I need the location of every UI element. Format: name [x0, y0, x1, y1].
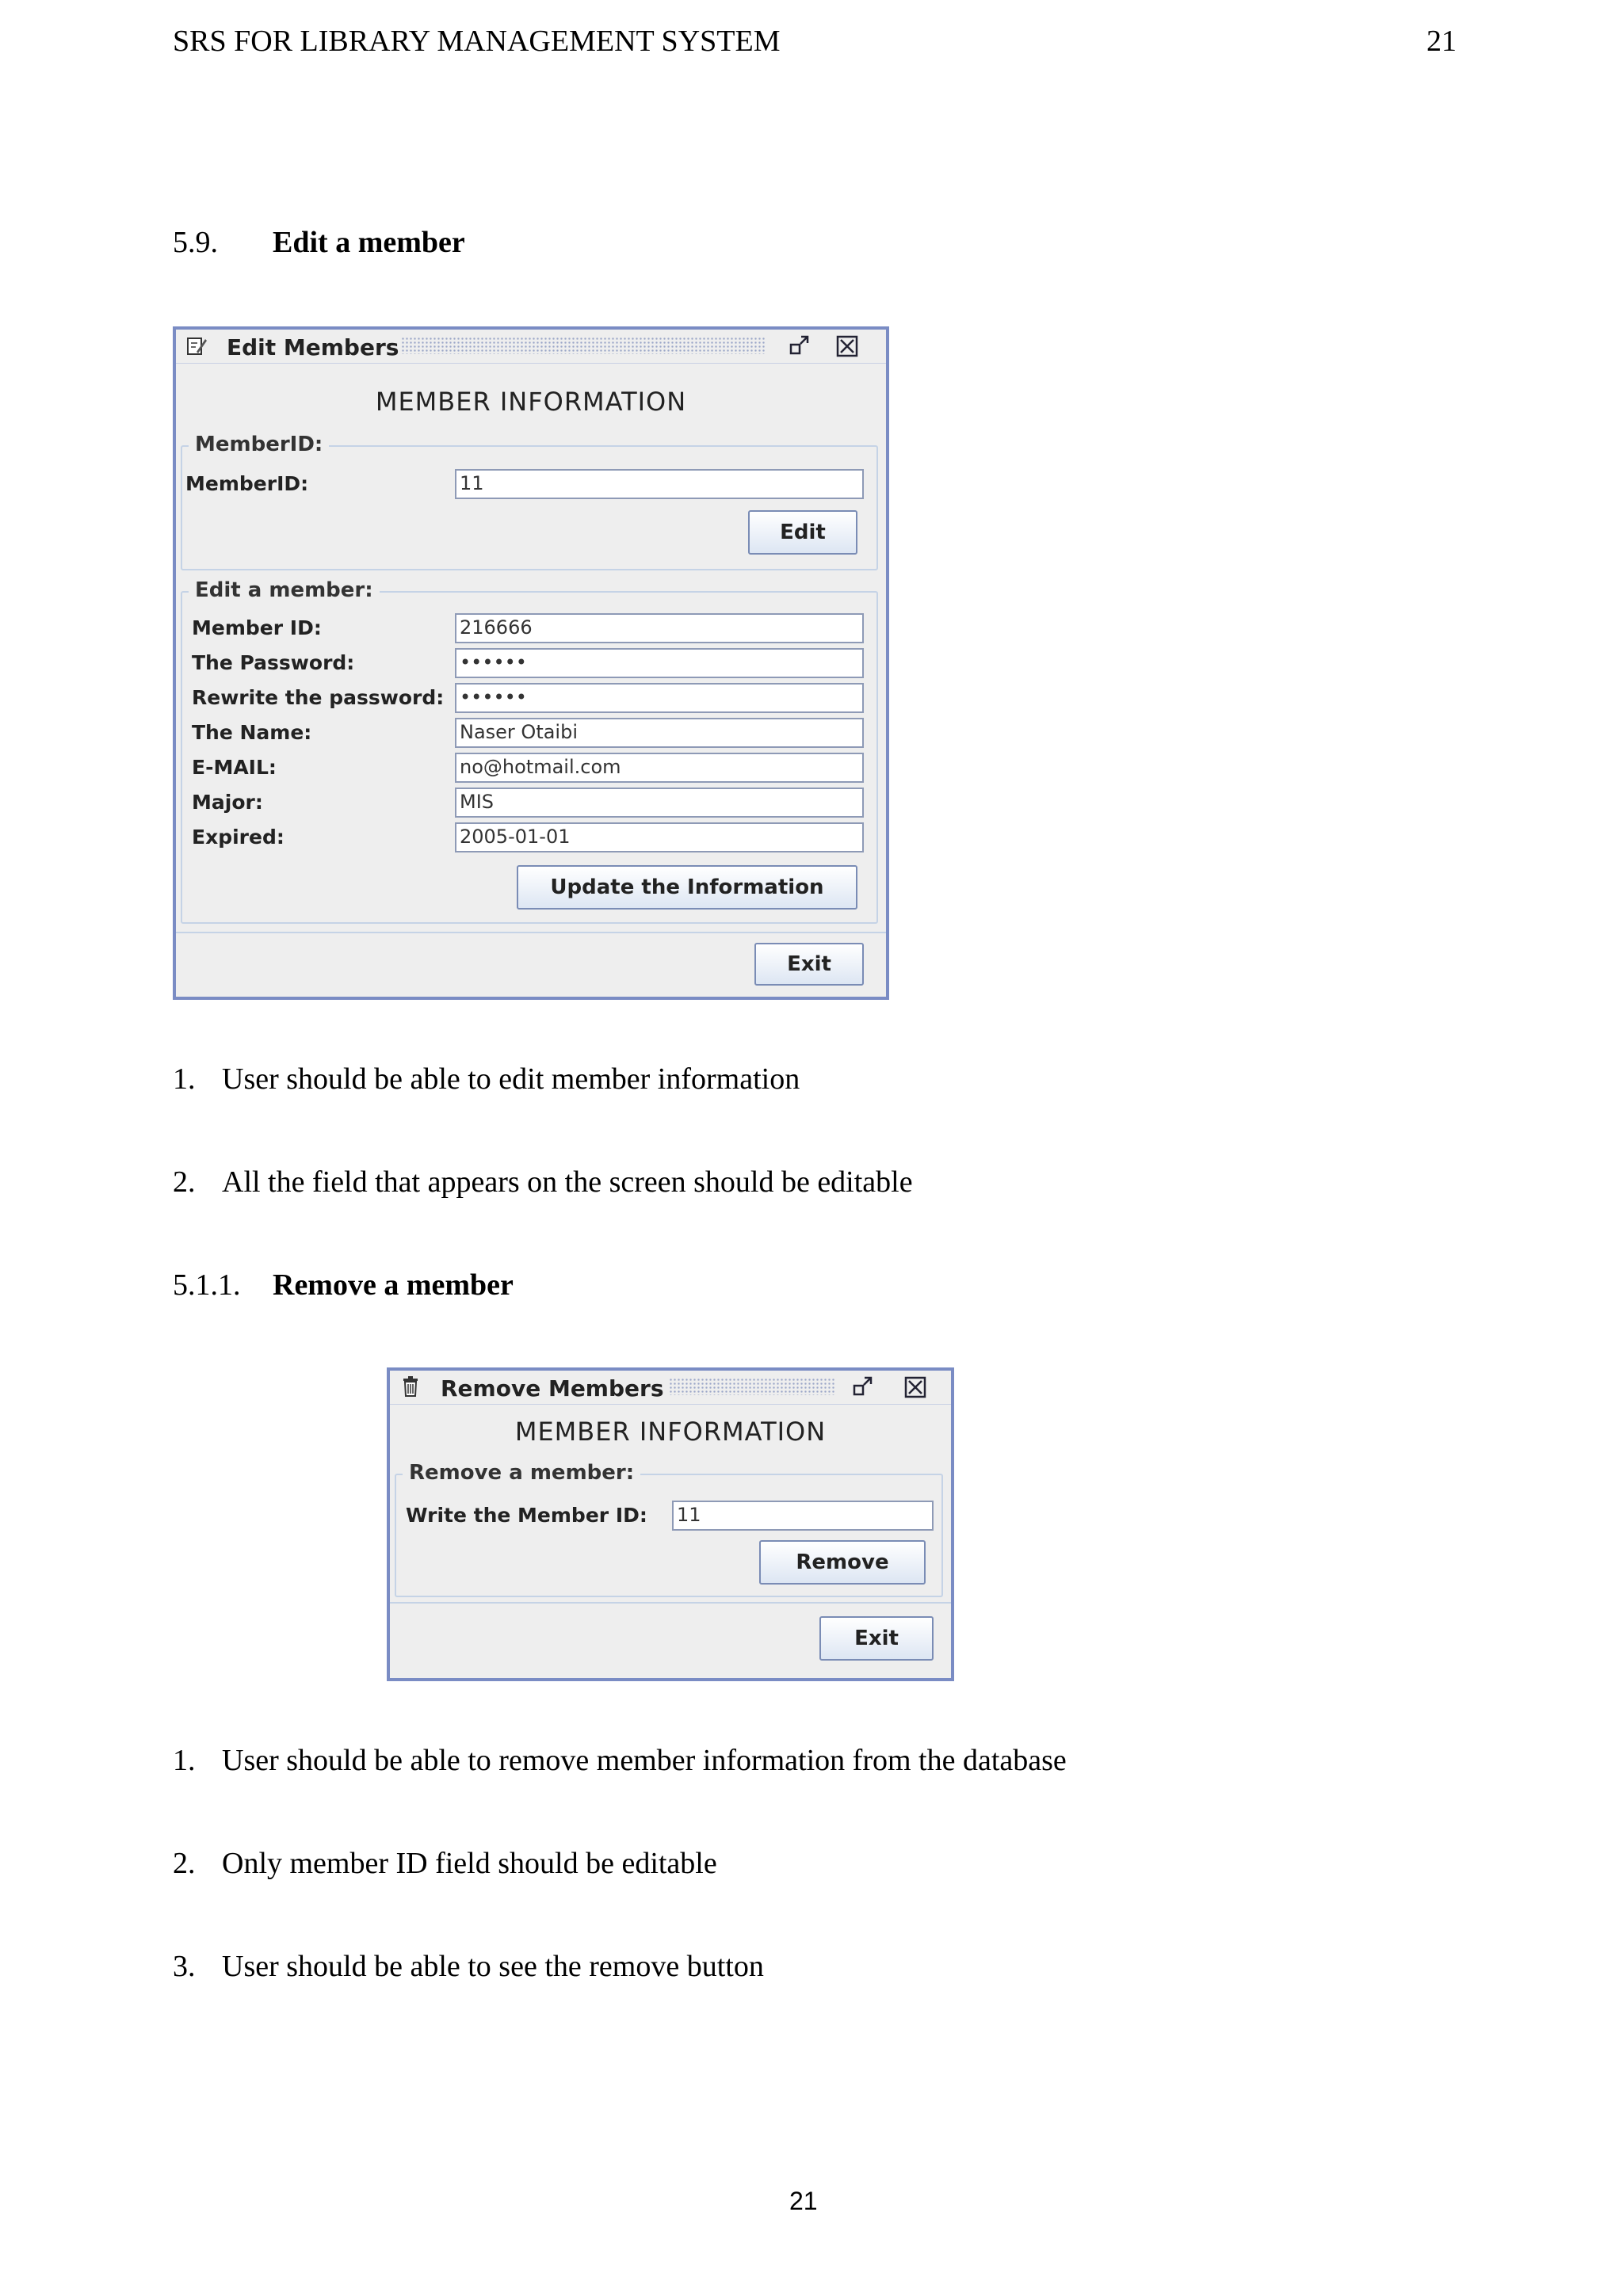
- list-text: User should be able to see the remove button: [222, 1950, 764, 1983]
- close-icon[interactable]: [903, 1375, 927, 1399]
- remove-members-window: [387, 1367, 954, 1681]
- list-number: 1.: [173, 1062, 196, 1096]
- exit-button[interactable]: Exit: [754, 943, 864, 986]
- restore-icon[interactable]: [851, 1375, 875, 1399]
- list-number: 3.: [173, 1950, 196, 1983]
- member-id-label: Member ID:: [192, 616, 322, 639]
- section-number: 5.1.1.: [173, 1268, 241, 1302]
- list-number: 2.: [173, 1165, 196, 1199]
- window-titlebar[interactable]: [176, 330, 886, 364]
- header-page-number: 21: [1426, 25, 1457, 58]
- close-icon[interactable]: [835, 334, 859, 358]
- window-titlebar[interactable]: [390, 1371, 951, 1405]
- expired-label: Expired:: [192, 826, 285, 849]
- trash-icon: [399, 1375, 422, 1398]
- name-field[interactable]: Naser Otaibi: [455, 718, 864, 748]
- restore-icon[interactable]: [788, 334, 812, 358]
- major-field[interactable]: MIS: [455, 788, 864, 818]
- list-item: [173, 1062, 1361, 1101]
- section-title: Edit a member: [273, 226, 465, 259]
- memberid-label: MemberID:: [185, 472, 309, 495]
- edit-icon: [185, 334, 208, 357]
- password-label: The Password:: [192, 651, 355, 674]
- list-item: [173, 1743, 1520, 1783]
- window-title: Edit Members: [227, 334, 399, 360]
- list-text: User should be able to edit member information: [222, 1062, 800, 1096]
- list-item: [173, 1949, 1361, 1989]
- name-label: The Name:: [192, 721, 312, 744]
- footer-separator: [176, 932, 886, 933]
- list-text: User should be able to remove member information from the database: [222, 1744, 1067, 1777]
- member-id-field[interactable]: 11: [672, 1501, 934, 1531]
- list-number: 2.: [173, 1847, 196, 1880]
- member-id-label: Write the Member ID:: [406, 1504, 647, 1527]
- list-number: 1.: [173, 1744, 196, 1777]
- section-title: Remove a member: [273, 1268, 514, 1302]
- exit-button[interactable]: Exit: [819, 1616, 934, 1661]
- list-text: All the field that appears on the screen should be editable: [222, 1165, 913, 1199]
- major-label: Major:: [192, 791, 263, 814]
- member-id-field[interactable]: 216666: [455, 613, 864, 643]
- running-header: SRS FOR LIBRARY MANAGEMENT SYSTEM: [173, 25, 781, 58]
- email-field[interactable]: no@hotmail.com: [455, 753, 864, 783]
- memberid-lookup-field[interactable]: 11: [455, 469, 864, 499]
- edit-members-window: [173, 326, 889, 1000]
- rewrite-password-label: Rewrite the password:: [192, 686, 445, 709]
- edit-button[interactable]: Edit: [748, 510, 857, 555]
- member-information-heading: MEMBER INFORMATION: [514, 1417, 827, 1447]
- rewrite-password-field[interactable]: ••••••: [455, 683, 864, 713]
- memberid-group-legend: MemberID:: [189, 433, 329, 456]
- footer-page-number: 21: [789, 2187, 818, 2215]
- titlebar-grip: [401, 337, 766, 354]
- list-text: Only member ID field should be editable: [222, 1847, 717, 1880]
- edit-member-group-legend: Edit a member:: [189, 578, 380, 602]
- section-heading-edit: [173, 225, 807, 265]
- section-heading-remove: [173, 1268, 807, 1307]
- list-item: [173, 1165, 1361, 1204]
- list-item: [173, 1846, 1361, 1886]
- remove-member-group-legend: Remove a member:: [403, 1461, 640, 1485]
- window-title: Remove Members: [441, 1375, 664, 1402]
- email-label: E-MAIL:: [192, 756, 277, 779]
- update-information-button[interactable]: Update the Information: [517, 865, 857, 910]
- member-information-heading: MEMBER INFORMATION: [375, 387, 687, 417]
- password-field[interactable]: ••••••: [455, 648, 864, 678]
- expired-field[interactable]: 2005-01-01: [455, 822, 864, 852]
- titlebar-grip: [669, 1378, 835, 1395]
- section-number: 5.9.: [173, 226, 218, 259]
- remove-button[interactable]: Remove: [759, 1540, 926, 1585]
- footer-separator: [390, 1602, 951, 1604]
